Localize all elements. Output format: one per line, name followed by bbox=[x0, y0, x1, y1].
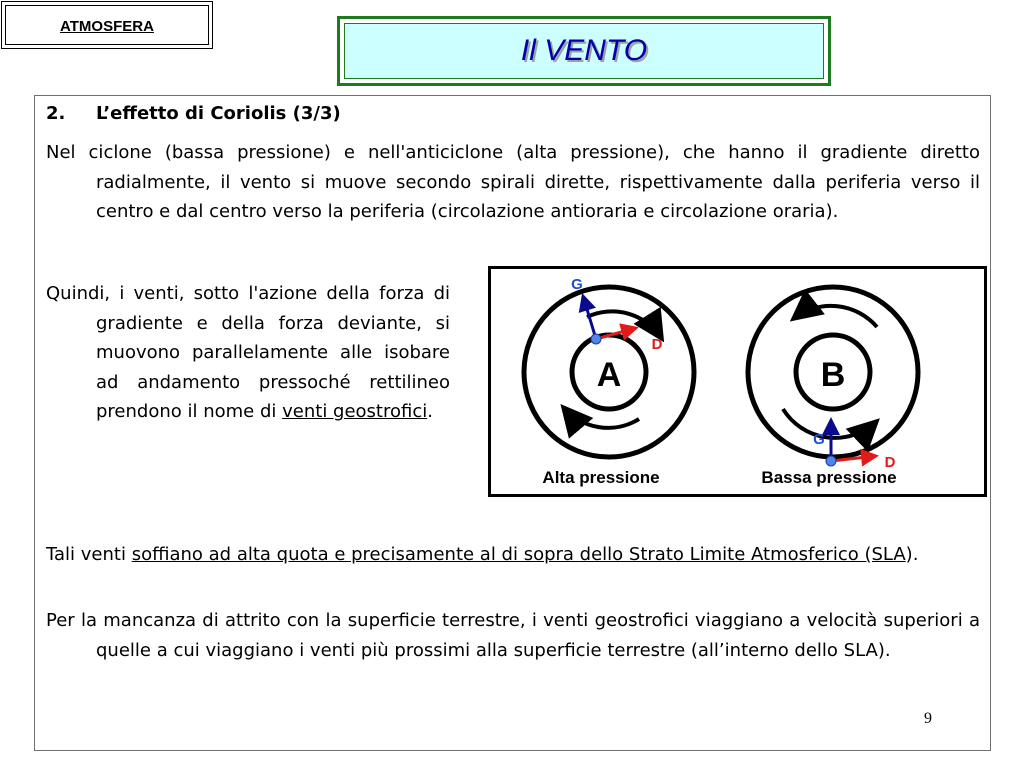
wind-point-b bbox=[826, 456, 836, 466]
heading-number: 2. bbox=[46, 103, 66, 124]
paragraph-geostrophic bbox=[46, 279, 450, 427]
slide-title-box bbox=[337, 16, 831, 86]
d-label-a: D bbox=[651, 336, 663, 353]
low-pressure-label: B bbox=[820, 356, 846, 394]
coriolis-figure bbox=[488, 266, 987, 497]
section-tag bbox=[1, 1, 213, 49]
wind-point-a bbox=[591, 334, 601, 344]
g-label-a: G bbox=[571, 276, 583, 293]
altitude-underlined: soffiano ad alta quota e precisamente al di sopra dello Strato Limite Atmosferico (SLA bbox=[131, 544, 906, 565]
slide-title: Il VENTO bbox=[520, 34, 648, 67]
paragraph-altitude bbox=[46, 540, 980, 570]
paragraph-friction: Per la mancanza di attrito con la superficie terrestre, i venti geostrofici viaggiano a velocità superiori a quelle a cui viaggiano i venti più prossimi alla superficie terrestre (all’interno dello SLA). bbox=[46, 610, 980, 661]
gradient-arrow-a bbox=[583, 296, 596, 339]
pressure-diagram bbox=[491, 269, 984, 494]
paragraph-geostrophic-end: . bbox=[427, 401, 433, 422]
paragraph-altitude-end: ). bbox=[905, 544, 919, 565]
geostrophic-term: venti geostrofici bbox=[282, 401, 428, 422]
page-number: 9 bbox=[924, 710, 932, 727]
heading-text: L’effetto di Coriolis (3/3) bbox=[96, 103, 341, 124]
paragraph-geostrophic-text: Quindi, i venti, sotto l'azione della forza di gradiente e della forza deviante, si muovono parallelamente alle isobare ad andamento pressoché rettilineo prendono il nome di bbox=[46, 283, 450, 422]
high-pressure-label: A bbox=[596, 356, 622, 394]
low-pressure-system bbox=[748, 287, 918, 487]
high-pressure-caption: Alta pressione bbox=[542, 468, 660, 487]
paragraph-cyclone: Nel ciclone (bassa pressione) e nell'anticiclone (alta pressione), che hanno il gradiente diretto radialmente, il vento si muove secondo spirali dirette, rispettivamente dalla periferia verso il centro e dal centro verso la periferia (circolazione antioraria e circolazione oraria). bbox=[46, 142, 980, 222]
d-label-b: D bbox=[884, 454, 896, 471]
high-pressure-system bbox=[524, 276, 694, 487]
section-tag-label: ATMOSFERA bbox=[60, 18, 154, 35]
g-label-b: G bbox=[813, 431, 825, 448]
low-pressure-caption: Bassa pressione bbox=[761, 468, 897, 487]
paragraph-altitude-start: Tali venti bbox=[46, 544, 132, 565]
counterclockwise-arrow-top-b bbox=[793, 306, 877, 327]
section-heading bbox=[46, 99, 981, 129]
